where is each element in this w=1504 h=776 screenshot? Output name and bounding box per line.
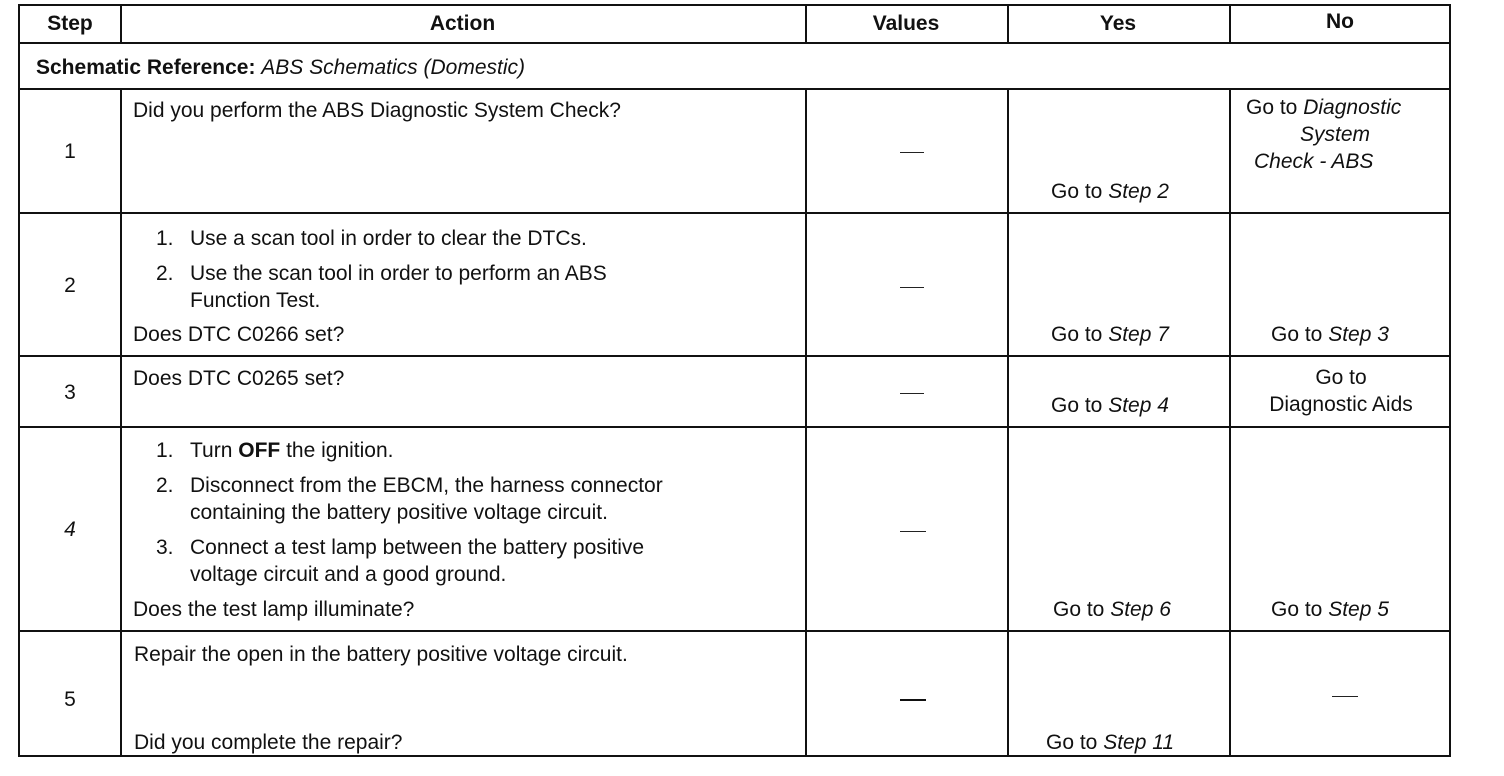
item-text: containing the battery positive voltage circuit. [190,501,608,524]
values-dash [900,699,926,701]
list-item [133,260,793,314]
row-divider [20,630,1449,632]
no-target-line: Diagnostic [1303,96,1402,119]
item-text: Use the scan tool in order to perform an ABS [190,262,607,285]
item-number: 2. [156,474,174,497]
no-target: Step 3 [1328,323,1389,346]
no-dash [1332,696,1358,697]
step-number: 2 [64,274,76,297]
action-list [133,225,793,322]
values-dash [900,152,924,153]
schematic-reference [36,54,936,81]
yes-prefix: Go to [1051,394,1103,417]
row-divider [20,212,1449,214]
col-divider [120,88,122,757]
values-dash [900,531,926,532]
item-text-bold: OFF [238,439,281,462]
header-action: Action [429,12,496,35]
yes-link[interactable] [1051,178,1231,205]
no-prefix: Go to [1271,598,1323,621]
yes-target: Step 2 [1108,180,1169,203]
no-line: Diagnostic Aids [1269,393,1413,416]
header-values: Values [872,12,940,35]
action-question: Did you perform the ABS Diagnostic System Check? [133,99,621,122]
item-text: Function Test. [190,289,321,312]
no-link[interactable] [1246,94,1446,175]
values-dash [900,393,924,394]
no-link[interactable] [1271,321,1451,348]
no-prefix: Go to [1246,96,1298,119]
col-divider [805,88,807,757]
row-divider [20,426,1449,428]
values-dash [900,287,924,288]
yes-prefix: Go to [1051,180,1103,203]
list-item [133,472,803,526]
action-list [133,437,803,596]
diagnostic-table [18,4,1451,757]
row-divider [20,355,1449,357]
header-step: Step [47,12,93,35]
item-text: Connect a test lamp between the battery positive [190,536,645,559]
step-number: 3 [64,381,76,404]
yes-target: Step 7 [1108,323,1169,346]
action-question: Does the test lamp illuminate? [133,598,415,621]
col-divider [1007,88,1009,757]
item-text: Use a scan tool in order to clear the DTCs. [190,227,587,250]
yes-target: Step 4 [1108,394,1169,417]
schematic-value: ABS Schematics (Domestic) [261,56,526,79]
action-question: Does DTC C0265 set? [133,367,345,390]
yes-prefix: Go to [1046,731,1098,754]
header-yes: Yes [1099,12,1137,35]
list-item [133,225,793,252]
no-target-line: Check - ABS [1254,150,1374,173]
yes-link[interactable] [1051,321,1231,348]
item-number: 1. [156,439,174,462]
yes-link[interactable] [1046,729,1236,756]
item-text: Disconnect from the EBCM, the harness connector [190,474,663,497]
action-question: Did you complete the repair? [134,731,403,754]
no-line: Go to [1315,366,1367,389]
yes-target: Step 6 [1110,598,1171,621]
item-text: Turn [190,439,239,462]
row-divider [20,42,1449,44]
step-number: 1 [64,140,76,163]
item-text: the ignition. [280,439,394,462]
yes-prefix: Go to [1053,598,1105,621]
step-number: 4 [64,518,76,541]
no-prefix: Go to [1271,323,1323,346]
item-number: 1. [156,227,174,250]
row-divider [20,88,1449,90]
yes-link[interactable] [1053,596,1233,623]
no-link[interactable] [1231,364,1451,418]
yes-target: Step 11 [1103,731,1175,754]
action-line: Repair the open in the battery positive voltage circuit. [134,643,628,666]
header-no: No [1326,10,1354,33]
item-text: voltage circuit and a good ground. [190,563,507,586]
step-number: 5 [64,688,76,711]
no-target: Step 5 [1328,598,1389,621]
list-item [133,437,803,464]
action-question: Does DTC C0266 set? [133,323,345,346]
no-target-line: System [1300,123,1371,146]
item-number: 3. [156,536,174,559]
yes-link[interactable] [1051,392,1231,419]
no-link[interactable] [1271,596,1451,623]
schematic-label: Schematic Reference: [36,56,256,79]
list-item [133,534,803,588]
yes-prefix: Go to [1051,323,1103,346]
item-number: 2. [156,262,174,285]
